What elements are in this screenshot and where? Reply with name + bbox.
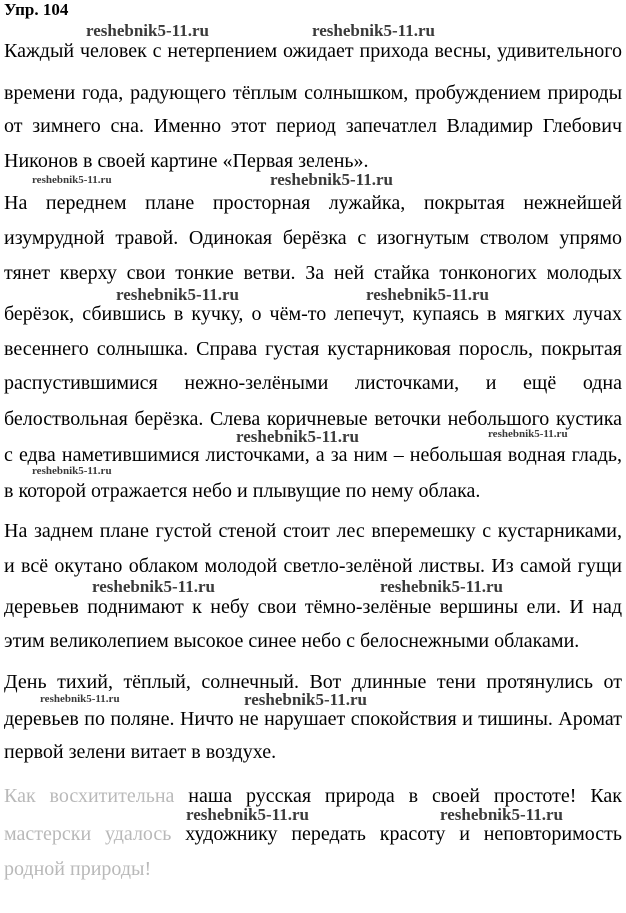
paragraph-1-line-2: времени года, радующего тёплым солнышком, пробуждением природы <box>4 82 622 104</box>
paragraph-3-line-2: и всё окутано облаком молодой светло-зелёной листвы. Из самой гущи <box>4 555 622 577</box>
paragraph-2-line-7: белоствольная берёзка. Слева коричневые веточки небольшого кустика <box>4 408 622 430</box>
watermark: reshebnik5-11.ru <box>380 577 503 596</box>
watermark: reshebnik5-11.ru <box>236 427 359 446</box>
paragraph-3-line-4: этим великолепием высокое синее небо с белоснежными облаками. <box>4 630 580 652</box>
paragraph-2-line-1: На переднем плане просторная лужайка, покрытая нежнейшей <box>4 192 622 214</box>
watermark: reshebnik5-11.ru <box>116 285 239 304</box>
paragraph-4-line-1: День тихий, тёплый, солнечный. Вот длинные тени протянулись от <box>4 671 622 693</box>
paragraph-2-line-9: в которой отражается небо и плывущие по нему облака. <box>4 480 481 502</box>
paragraph-1-line-3: от зимнего сна. Именно этот период запечатлел Владимир Глебович <box>4 115 622 137</box>
paragraph-3-line-3: деревьев поднимают к небу свои тёмно-зелёные вершины ели. И над <box>4 596 622 618</box>
watermark: reshebnik5-11.ru <box>32 174 112 186</box>
paragraph-1-line-4: Никонов в своей картине «Первая зелень». <box>4 150 369 172</box>
watermark: reshebnik5-11.ru <box>488 428 568 440</box>
watermark: reshebnik5-11.ru <box>40 693 120 705</box>
paragraph-2-line-4: берёзок, сбившись в кучку, о чём-то лепечут, купаясь в мягких лучах <box>4 303 622 325</box>
paragraph-2-line-8: с едва наметившимися листочками, а за ним – небольшая водная гладь, <box>4 444 622 466</box>
faded-text: мастерски удалось <box>4 823 172 845</box>
watermark: reshebnik5-11.ru <box>92 577 215 596</box>
exercise-title: Упр. 104 <box>4 0 69 19</box>
paragraph-3-line-1: На заднем плане густой стеной стоит лес вперемешку с кустарниками, <box>4 520 622 542</box>
normal-text: художнику передать красоту и неповторимость <box>171 823 623 845</box>
watermark: reshebnik5-11.ru <box>366 285 489 304</box>
paragraph-2-line-2: изумрудной травой. Одинокая берёзка с изогнутым стволом упрямо <box>4 227 622 249</box>
watermark: reshebnik5-11.ru <box>86 21 209 40</box>
normal-text: наша русская природа в своей простоте! Как <box>174 785 622 807</box>
watermark: reshebnik5-11.ru <box>440 805 563 824</box>
paragraph-5-line-2 <box>4 823 622 845</box>
paragraph-2-line-3: тянет кверху свои тонкие ветви. За ней стайка тонконогих молодых <box>4 262 622 284</box>
paragraph-5-line-1 <box>4 785 622 807</box>
paragraph-1-line-1: Каждый человек с нетерпением ожидает прихода весны, удивительного <box>4 40 622 62</box>
watermark: reshebnik5-11.ru <box>244 690 367 709</box>
watermark: reshebnik5-11.ru <box>270 170 393 189</box>
faded-text: Как восхитительна <box>4 785 175 807</box>
paragraph-2-line-5: весеннего солнышка. Справа густая кустарниковая поросль, покрытая <box>4 338 622 360</box>
watermark: reshebnik5-11.ru <box>32 465 112 477</box>
paragraph-5-line-3 <box>4 858 622 880</box>
faded-text: родной природы! <box>4 858 152 880</box>
watermark: reshebnik5-11.ru <box>186 805 309 824</box>
paragraph-2-line-6: распустившимися нежно-зелёными листочками, и ещё одна <box>4 372 622 394</box>
paragraph-4-line-3: первой зелени витает в воздухе. <box>4 741 277 763</box>
watermark: reshebnik5-11.ru <box>312 21 435 40</box>
paragraph-4-line-2: деревьев по поляне. Ничто не нарушает спокойствия и тишины. Аромат <box>4 708 622 730</box>
